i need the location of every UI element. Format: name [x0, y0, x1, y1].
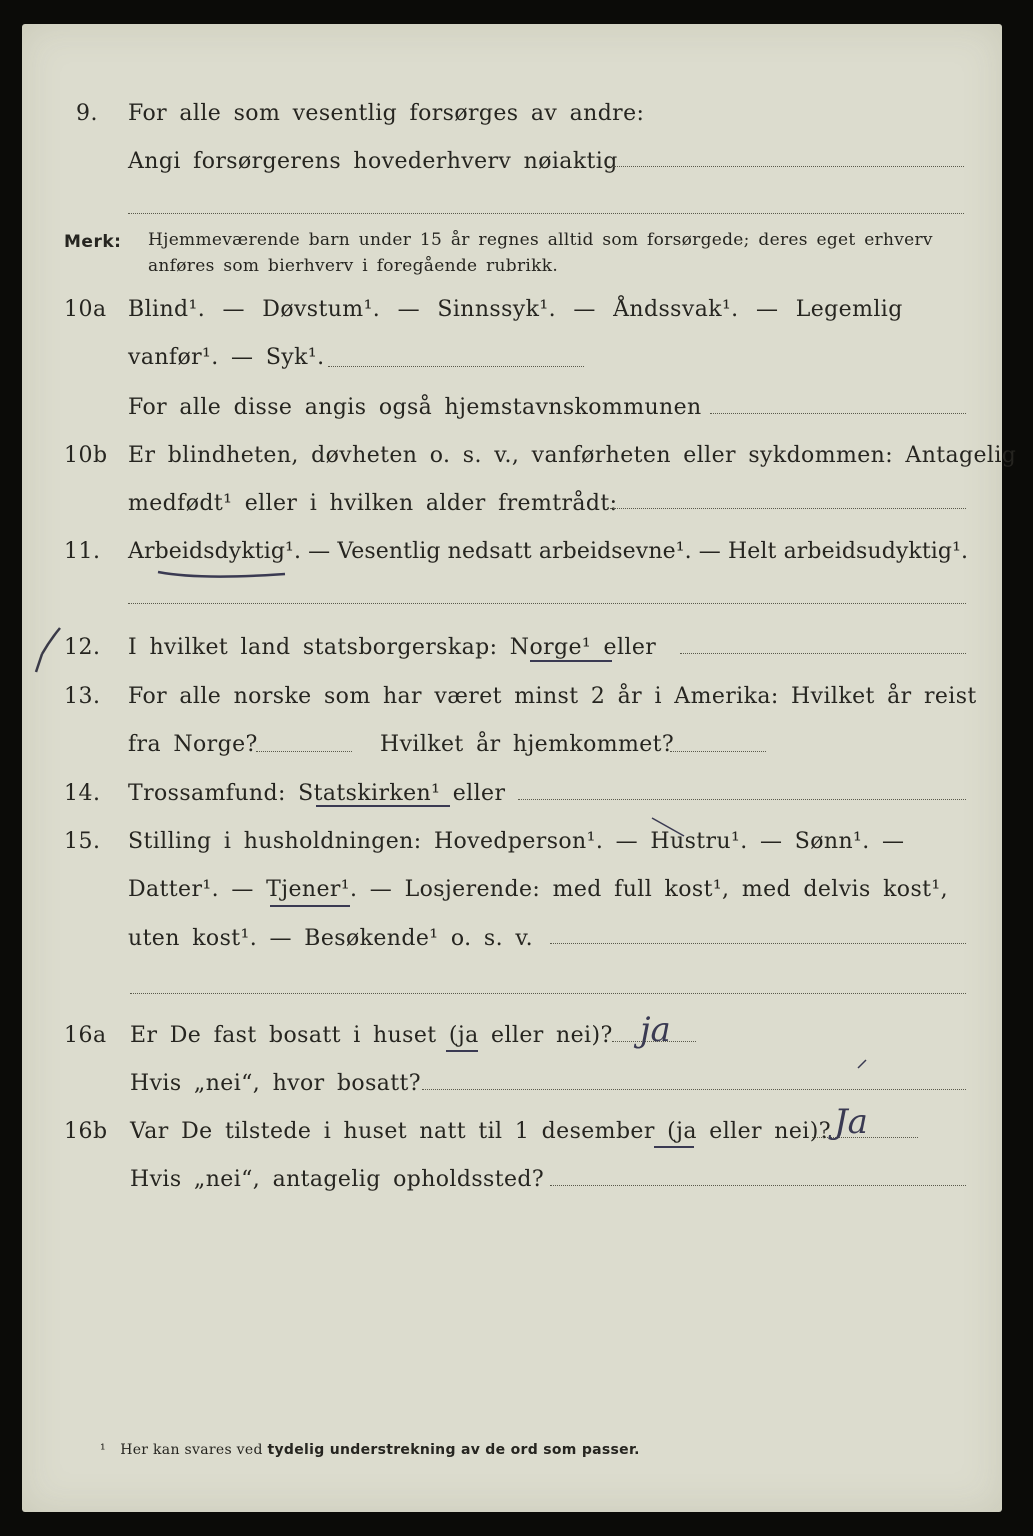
- question-10b-number: 10b: [64, 443, 108, 468]
- question-13-departure-field[interactable]: [256, 751, 352, 752]
- question-9-text: For alle som vesentlig forsørges av andre:: [128, 101, 645, 126]
- question-16b-text: Var De tilstede i huset natt til 1 desember (ja eller nei)?: [130, 1119, 831, 1144]
- question-13-return-label: Hvilket år hjemkommet?: [380, 732, 675, 757]
- question-10b-text: Er blindheten, døvheten o. s. v., vanførheten eller sykdommen: Antagelig: [128, 443, 1017, 468]
- question-9-provider-label: Angi forsørgerens hovederhverv nøiaktig: [128, 149, 618, 174]
- note-text-line-1: Hjemmeværende barn under 15 år regnes alltid som forsørgede; deres eget erhverv: [148, 230, 933, 250]
- footnote: [100, 1442, 640, 1458]
- question-12-number: 12.: [64, 635, 101, 660]
- question-11-number: 11.: [64, 539, 101, 564]
- question-12-answer-field[interactable]: [680, 653, 966, 654]
- question-10b-onset-label: medfødt¹ eller i hvilken alder fremtrådt:: [128, 491, 618, 516]
- question-10a-municipality-field[interactable]: [710, 413, 966, 414]
- question-15-answer-field[interactable]: [550, 943, 966, 944]
- footnote-text: Her kan svares ved: [120, 1442, 263, 1458]
- question-15-options-line-3: uten kost¹. — Besøkende¹ o. s. v.: [128, 926, 533, 951]
- question-9-extra-field[interactable]: [128, 213, 964, 214]
- question-14-text: Trossamfund: Statskirken¹ eller: [128, 781, 506, 806]
- question-16b-location-label: Hvis „nei“, antagelig opholdssted?: [130, 1167, 545, 1192]
- question-13-return-field[interactable]: [670, 751, 766, 752]
- question-16a-residence-field[interactable]: [422, 1089, 966, 1090]
- question-16a-number: 16a: [64, 1023, 107, 1048]
- question-13-text: For alle norske som har været minst 2 år i Amerika: Hvilket år reist: [128, 684, 977, 709]
- question-9-number: 9.: [76, 101, 98, 126]
- question-15-options-line-1: Stilling i husholdningen: Hovedperson¹. — Hustru¹. — Sønn¹. —: [128, 829, 905, 854]
- question-10b-answer-field[interactable]: [610, 508, 966, 509]
- question-16a-handwritten-answer: ja: [640, 1010, 671, 1050]
- question-9-answer-field[interactable]: [608, 166, 964, 167]
- question-14-answer-field[interactable]: [518, 799, 966, 800]
- question-14-number: 14.: [64, 781, 101, 806]
- question-13-number: 13.: [64, 684, 101, 709]
- question-10a-answer-field[interactable]: [328, 366, 584, 367]
- question-16b-handwritten-answer: Ja: [834, 1102, 868, 1142]
- question-16b-location-field[interactable]: [550, 1185, 966, 1186]
- question-10a-number: 10a: [64, 297, 107, 322]
- question-13-departure-label: fra Norge?: [128, 732, 258, 757]
- question-16a-text: Er De fast bosatt i huset (ja eller nei)?: [130, 1023, 613, 1048]
- question-15-extra-field[interactable]: [130, 993, 966, 994]
- note-text-line-2: anføres som bierhverv i foregående rubrikk.: [148, 256, 559, 276]
- footnote-bold-text: tydelig understrekning av de ord som passer.: [267, 1442, 640, 1458]
- question-10a-home-municipality-label: For alle disse angis også hjemstavnskommunen: [128, 395, 702, 420]
- question-11-extra-field[interactable]: [128, 603, 966, 604]
- question-10a-options-cont: vanfør¹. — Syk¹.: [128, 345, 325, 370]
- note-label: Merk:: [64, 232, 122, 252]
- question-11-options: Arbeidsdyktig¹. — Vesentlig nedsatt arbeidsevne¹. — Helt arbeidsudyktig¹.: [128, 539, 969, 564]
- question-16a-residence-label: Hvis „nei“, hvor bosatt?: [130, 1071, 421, 1096]
- question-15-options-line-2: Datter¹. — Tjener¹. — Losjerende: med full kost¹, med delvis kost¹,: [128, 877, 948, 902]
- question-15-number: 15.: [64, 829, 101, 854]
- question-16b-number: 16b: [64, 1119, 108, 1144]
- footnote-marker: ¹: [100, 1442, 106, 1458]
- question-12-text: I hvilket land statsborgerskap: Norge¹ eller: [128, 635, 657, 660]
- question-10a-options: Blind¹. — Døvstum¹. — Sinnssyk¹. — Åndssvak¹. — Legemlig: [128, 297, 903, 322]
